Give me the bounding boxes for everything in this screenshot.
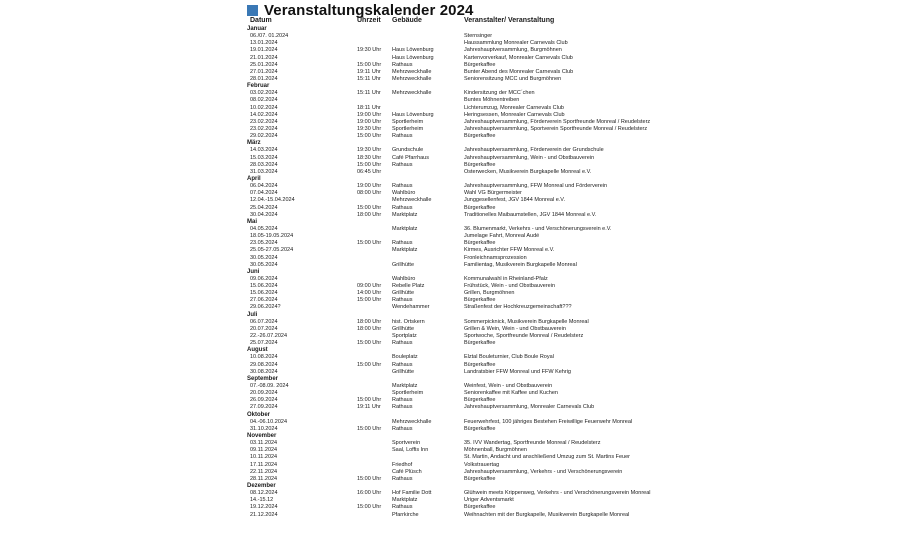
table-row: [247, 426, 647, 433]
event-place: Grillhütte: [392, 290, 415, 297]
event-place: Friedhof: [392, 461, 413, 468]
event-place: Rebelle Platz: [392, 283, 425, 290]
event-date: 10.02.2024: [250, 104, 278, 111]
table-row: [247, 255, 647, 262]
event-time: 18:00 Uhr: [357, 325, 382, 332]
event-date: 14.02.2024: [250, 111, 278, 118]
event-date: 21.12.2024: [250, 511, 278, 518]
table-row: [247, 276, 647, 283]
event-title: Bürgerkaffee: [464, 240, 496, 247]
event-title: Kommunalwahl in Rheinland-Pfalz: [464, 275, 548, 282]
event-time: 18:00 Uhr: [357, 318, 382, 325]
event-place: Grundschule: [392, 147, 424, 154]
event-date: 10.08.2024: [250, 354, 278, 361]
event-date: 13.01.2024: [250, 40, 278, 47]
event-date: 29.02.2024: [250, 133, 278, 140]
event-place: Wahlbüro: [392, 275, 416, 282]
event-place: Rathaus: [392, 397, 413, 404]
event-title: Weihnachten mit der Burgkapelle, Musikverein Burgkapelle Monreal: [464, 511, 630, 518]
table-row: [247, 190, 647, 197]
event-place: Marktplatz: [392, 497, 418, 504]
event-date: 12.04.-15.04.2024: [250, 197, 295, 204]
event-date: 29.08.2024: [250, 361, 278, 368]
event-time: 15:00 Uhr: [357, 397, 382, 404]
table-row: [247, 440, 647, 447]
event-date: 10.11.2024: [250, 454, 278, 461]
event-place: Rathaus: [392, 204, 413, 211]
event-title: Grillen & Wein, Wein - und Obstbauverein: [464, 325, 566, 332]
event-date: 26.09.2024: [250, 397, 278, 404]
event-time: 14:00 Uhr: [357, 290, 382, 297]
event-date: 20.07.2024: [250, 325, 278, 332]
calendar-sheet: [247, 0, 651, 550]
event-title: Elztal Bouleturnier, Club Boule Royal: [464, 354, 554, 361]
event-time: 15:00 Uhr: [357, 161, 382, 168]
event-title: Jahreshauptversammlung, Monrealer Carnevals Club: [464, 404, 595, 411]
event-place: Rathaus: [392, 425, 413, 432]
event-date: 08.02.2024: [250, 97, 278, 104]
table-row: [247, 169, 647, 176]
event-place: Rathaus: [392, 361, 413, 368]
table-row: [247, 369, 647, 376]
title-row: [247, 2, 473, 18]
table-row: [247, 126, 647, 133]
page-title: Veranstaltungskalender 2024: [264, 1, 474, 19]
event-title: Haussammlung Monrealer Carnevals Club: [464, 40, 568, 47]
event-title: Jumelage Fahrt, Monreal Audé: [464, 233, 540, 240]
event-time: 19:11 Uhr: [357, 68, 381, 75]
table-row: [247, 240, 647, 247]
event-title: Jahreshauptversammlung, Sportverein Sportfreunde Monreal / Reudelsterz: [464, 125, 648, 132]
event-date: 15.03.2024: [250, 154, 278, 161]
event-date: 03.11.2024: [250, 440, 278, 447]
table-row: [247, 362, 647, 369]
table-row: [247, 326, 647, 333]
event-title: Osterwecken, Musikverein Burgkapelle Monreal e.V.: [464, 168, 592, 175]
event-title: St. Martin, Andacht und anschließend Umzug zum St. Martins Feuer: [464, 454, 630, 461]
event-place: Mehrzweckhalle: [392, 68, 432, 75]
header-place: Gebäude: [392, 17, 422, 24]
table-row: [247, 40, 647, 47]
event-date: 09.11.2024: [250, 447, 278, 454]
table-row: [247, 112, 647, 119]
table-row: [247, 197, 647, 204]
event-title: Buntes Möhnentreiben: [464, 97, 520, 104]
event-date: 25.04.2024: [250, 204, 278, 211]
event-date: 07.04.2024: [250, 190, 278, 197]
event-title: Glühwein meets Krippenweg, Verkehrs - und Verschönerungsverein Monreal: [464, 490, 651, 497]
event-time: 06:45 Uhr: [357, 168, 382, 175]
table-row: [247, 340, 647, 347]
month-heading: August: [247, 347, 268, 354]
event-place: Rathaus: [392, 240, 413, 247]
month-heading: September: [247, 375, 279, 382]
event-time: 18:00 Uhr: [357, 211, 382, 218]
event-title: Bürgerkaffee: [464, 297, 496, 304]
event-title: Familientag, Musikverein Burgkapelle Monreal: [464, 261, 577, 268]
event-date: 25.01.2024: [250, 61, 278, 68]
table-row: [247, 390, 647, 397]
event-place: Wahlbüro: [392, 190, 416, 197]
event-time: 19:30 Uhr: [357, 47, 382, 54]
month-heading: Mai: [247, 218, 258, 225]
event-title: Kirmes, Ausrichter FFW Monreal e.V.: [464, 247, 555, 254]
event-time: 15:00 Uhr: [357, 475, 382, 482]
event-date: 17.11.2024: [250, 461, 278, 468]
event-place: Rathaus: [392, 183, 413, 190]
event-title: Kindersitzung der MCC´chen: [464, 90, 535, 97]
event-time: 15:00 Uhr: [357, 297, 382, 304]
event-date: 07.-08.09. 2024: [250, 383, 289, 390]
table-row: [247, 55, 647, 62]
event-time: 15:00 Uhr: [357, 504, 382, 511]
table-row: [247, 247, 647, 254]
event-date: 29.06.2024?: [250, 304, 281, 311]
event-title: Bürgerkaffee: [464, 361, 496, 368]
event-place: Wendehammer: [392, 304, 430, 311]
event-place: Mehrzweckhalle: [392, 418, 432, 425]
event-title: Junggesellenfest, JGV 1844 Monreal e.V.: [464, 197, 566, 204]
table-row: [247, 462, 647, 469]
table-row: [247, 33, 647, 40]
event-date: 08.12.2024: [250, 490, 278, 497]
event-place: Haus Löwenburg: [392, 47, 434, 54]
event-date: 06.04.2024: [250, 183, 278, 190]
table-row: [247, 183, 647, 190]
event-date: 06./07. 01.2024: [250, 33, 289, 40]
event-date: 15.06.2024: [250, 283, 278, 290]
table-row: [247, 118, 651, 126]
event-place: hist. Ortskern: [392, 318, 425, 325]
event-time: 08:00 Uhr: [357, 190, 382, 197]
event-title: Seniorenkaffee mit Kaffee und Kuchen: [464, 390, 558, 397]
event-place: Sportverein: [392, 440, 421, 447]
table-row: [247, 397, 647, 404]
table-row: [247, 504, 647, 511]
event-place: Sportlerheim: [392, 125, 424, 132]
event-title: Seniorensitzung MCC und Burgmöhnen: [464, 75, 562, 82]
table-row: [247, 69, 647, 76]
event-title: Jahreshauptversammlung, Burgmöhnen: [464, 47, 562, 54]
event-place: Rathaus: [392, 133, 413, 140]
table-row: [247, 454, 647, 461]
event-place: Café Pfarrhaus: [392, 154, 429, 161]
event-time: 16:00 Uhr: [357, 490, 382, 497]
event-place: Grillhütte: [392, 368, 415, 375]
event-place: Haus Löwenburg: [392, 111, 434, 118]
table-row: [247, 147, 647, 154]
event-time: 15:00 Uhr: [357, 425, 382, 432]
table-row: [247, 512, 647, 519]
event-date: 06.07.2024: [250, 318, 278, 325]
event-date: 04.05.2024: [250, 225, 278, 232]
table-row: [247, 354, 647, 361]
event-time: 19:00 Uhr: [357, 118, 382, 125]
event-place: Rathaus: [392, 61, 413, 68]
event-date: 30.05.2024: [250, 261, 278, 268]
event-title: Landratsbier FFW Monreal und FFW Kehrig: [464, 368, 571, 375]
event-title: Uriger Adventsmarkt: [464, 497, 514, 504]
event-time: 15:11 Uhr: [357, 90, 381, 97]
event-place: Rathaus: [392, 340, 413, 347]
table-row: [247, 105, 647, 112]
month-heading: März: [247, 140, 261, 147]
event-place: Rathaus: [392, 161, 413, 168]
event-title: Wahl VG Bürgermeister: [464, 190, 522, 197]
event-title: Grillen, Burgmöhnen: [464, 290, 515, 297]
event-title: Traditionelles Maibaumstellen, JGV 1844 Monreal e.V.: [464, 211, 597, 218]
event-place: Marktplatz: [392, 225, 418, 232]
event-place: Marktplatz: [392, 211, 418, 218]
event-title: Jahreshauptversammlung, FFW Monreal und Förderverein: [464, 183, 608, 190]
event-title: 35. IVV Wandertag, Sportfreunde Monreal / Reudelsterz: [464, 440, 601, 447]
table-row: [247, 447, 647, 454]
event-time: 15:00 Uhr: [357, 240, 382, 247]
table-row: [247, 155, 647, 162]
table-row: [247, 162, 647, 169]
table-row: [247, 290, 647, 297]
table-header: [247, 17, 647, 26]
event-title: Sportwoche, Sportfreunde Monreal / Reudelsterz: [464, 333, 584, 340]
event-title: Sternsinger: [464, 33, 493, 40]
event-date: 23.02.2024: [250, 125, 278, 132]
event-title: Jahreshauptversammlung, Förderverein der Grundschule: [464, 147, 604, 154]
event-date: 18.05-19.05.2024: [250, 233, 294, 240]
event-date: 20.09.2024: [250, 390, 278, 397]
table-row: [247, 233, 647, 240]
event-title: Fronleichnamsprozession: [464, 254, 527, 261]
month-heading: April: [247, 175, 261, 182]
event-place: Bouleplatz: [392, 354, 418, 361]
table-row: [247, 262, 647, 269]
event-date: 23.05.2024: [250, 240, 278, 247]
table-row: [247, 212, 647, 219]
table-row: [247, 47, 647, 54]
event-time: 19:11 Uhr: [357, 404, 381, 411]
event-date: 14.-15.12: [250, 497, 274, 504]
event-place: Pfarrkirche: [392, 511, 419, 518]
event-time: 15:00 Uhr: [357, 204, 382, 211]
event-date: 21.01.2024: [250, 54, 278, 61]
table-row: [247, 226, 647, 233]
event-date: 19.12.2024: [250, 504, 278, 511]
table-row: [247, 97, 647, 104]
event-date: 30.08.2024: [250, 368, 278, 375]
event-time: 19:30 Uhr: [357, 147, 382, 154]
event-title: Möhnenball, Burgmöhnen: [464, 447, 527, 454]
event-date: 23.02.2024: [250, 118, 278, 125]
event-title: Bürgerkaffee: [464, 204, 496, 211]
event-place: Saal, Loffis Inn: [392, 447, 429, 454]
event-time: 19:00 Uhr: [357, 183, 382, 190]
event-date: 19.01.2024: [250, 47, 278, 54]
event-place: Marktplatz: [392, 383, 418, 390]
event-date: 03.02.2024: [250, 90, 278, 97]
event-date: 27.09.2024: [250, 404, 278, 411]
event-date: 25.05-27.05.2024: [250, 247, 294, 254]
event-place: Grillhütte: [392, 325, 415, 332]
event-title: Kartenvorverkauf, Monrealer Carnevals Club: [464, 54, 573, 61]
event-place: Rathaus: [392, 504, 413, 511]
event-place: Marktplatz: [392, 247, 418, 254]
header-event: Veranstalter/ Veranstaltung: [464, 17, 555, 24]
event-time: 15:11 Uhr: [357, 75, 381, 82]
event-title: Lichterumzug, Monrealer Carnevals Club: [464, 104, 564, 111]
month-heading: Oktober: [247, 411, 271, 418]
event-place: Mehrzweckhalle: [392, 197, 432, 204]
table-row: [247, 90, 647, 97]
event-place: Café Plüsch: [392, 468, 422, 475]
table-row: [247, 297, 647, 304]
header-time: Uhrzeit: [357, 17, 381, 24]
event-title: Weinfest, Wein - und Obstbauverein: [464, 383, 553, 390]
event-date: 22.11.2024: [250, 468, 278, 475]
event-title: Bürgerkaffee: [464, 61, 496, 68]
event-place: Sportlerheim: [392, 390, 424, 397]
event-date: 31.10.2024: [250, 425, 278, 432]
event-title: Volkstrauertag: [464, 461, 500, 468]
event-place: Hof Familie Dott: [392, 490, 432, 497]
month-heading: November: [247, 433, 277, 440]
event-date: 15.06.2024: [250, 290, 278, 297]
month-heading: Januar: [247, 26, 267, 32]
event-time: 15:00 Uhr: [357, 361, 382, 368]
event-place: Rathaus: [392, 404, 413, 411]
event-title: Bürgerkaffee: [464, 397, 496, 404]
event-time: 09:00 Uhr: [357, 283, 382, 290]
event-place: Mehrzweckhalle: [392, 90, 432, 97]
table-row: [247, 469, 647, 476]
event-time: 19:00 Uhr: [357, 111, 382, 118]
event-title: Bürgerkaffee: [464, 475, 496, 482]
event-date: 28.01.2024: [250, 75, 278, 82]
event-time: 18:30 Uhr: [357, 154, 382, 161]
event-title: Feuerwehrfest, 100 jähriges Bestehen Freiwillige Feuerwehr Monreal: [464, 418, 633, 425]
event-title: Bunter Abend des Monrealer Carnevals Club: [464, 68, 574, 75]
header-date: Datum: [250, 17, 272, 24]
event-title: Bürgerkaffee: [464, 340, 496, 347]
event-date: 28.11.2024: [250, 475, 278, 482]
table-row: [247, 476, 647, 483]
event-date: 31.03.2024: [250, 168, 278, 175]
table-row: [247, 304, 647, 311]
event-title: Heringsessen, Monrealer Carnevals Club: [464, 111, 565, 118]
event-place: Grillhütte: [392, 261, 415, 268]
event-date: 04.-06.10.2024: [250, 418, 288, 425]
event-title: Jahreshauptversammlung, Verkehrs - und Verschönerungsverein: [464, 468, 623, 475]
table-row: [247, 383, 647, 390]
event-place: Rathaus: [392, 475, 413, 482]
event-place: Rathaus: [392, 297, 413, 304]
event-place: Mehrzweckhalle: [392, 75, 432, 82]
event-time: 19:30 Uhr: [357, 125, 382, 132]
event-time: 15:00 Uhr: [357, 133, 382, 140]
month-heading: Juni: [247, 268, 260, 275]
event-place: Sportlerheim: [392, 118, 424, 125]
table-row: [247, 133, 647, 140]
table-row: [247, 497, 647, 504]
event-date: 30.04.2024: [250, 211, 278, 218]
month-heading: Februar: [247, 83, 270, 90]
event-time: 15:00 Uhr: [357, 340, 382, 347]
event-table: [247, 26, 651, 519]
event-title: Bürgerkaffee: [464, 133, 496, 140]
table-row: [247, 404, 647, 411]
event-title: Straßenfest der Hochkreuzgemeinschaft???: [464, 304, 572, 311]
event-place: Sportplatz: [392, 333, 417, 340]
event-title: Bürgerkaffee: [464, 425, 496, 432]
event-time: 18:11 Uhr: [357, 104, 381, 111]
event-date: 30.05.2024: [250, 254, 278, 261]
event-date: 27.01.2024: [250, 68, 278, 75]
table-row: [247, 319, 647, 326]
event-title: Frühstück, Wein - und Obstbauverein: [464, 283, 555, 290]
table-row: [247, 333, 647, 340]
event-date: 14.03.2024: [250, 147, 278, 154]
month-heading: Dezember: [247, 483, 276, 489]
event-title: Jahreshauptversammlung, Wein - und Obstbauverein: [464, 154, 595, 161]
table-row: [247, 205, 647, 212]
table-row: [247, 76, 647, 83]
event-date: 27.06.2024: [250, 297, 278, 304]
event-title: Jahreshauptversammlung, Förderverein Sportfreunde Monreal / Reudelsterz: [464, 118, 651, 125]
table-row: [247, 283, 647, 290]
month-heading: Juli: [247, 311, 258, 318]
event-time: 15:00 Uhr: [357, 61, 382, 68]
event-date: 22.-26.07.2024: [250, 333, 288, 340]
title-marker-icon: [247, 5, 258, 16]
event-title: 36. Blumenmarkt, Verkehrs - und Verschönerungsverein e.V.: [464, 225, 612, 232]
event-title: Bürgerkaffee: [464, 161, 496, 168]
table-row: [247, 419, 647, 426]
event-place: Haus Löwenburg: [392, 54, 434, 61]
table-row: [247, 490, 651, 497]
event-date: 09.06.2024: [250, 275, 278, 282]
event-title: Bürgerkaffee: [464, 504, 496, 511]
table-row: [247, 62, 647, 69]
event-date: 28.03.2024: [250, 161, 278, 168]
event-date: 25.07.2024: [250, 340, 278, 347]
event-title: Sommerpicknick, Musikverein Burgkapelle Monreal: [464, 318, 589, 325]
